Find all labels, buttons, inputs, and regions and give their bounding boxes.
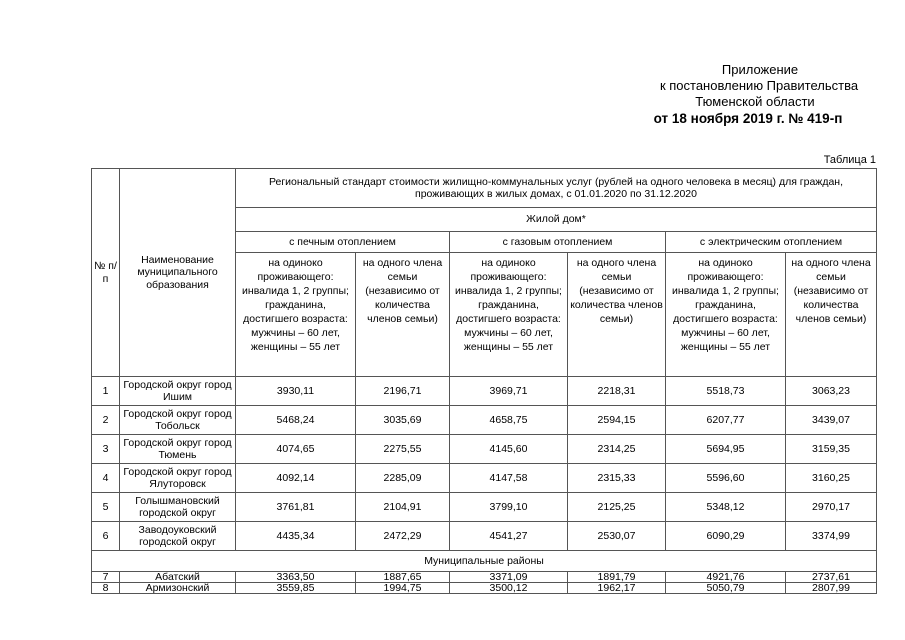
row-value: 2530,07 xyxy=(568,522,666,551)
row-value: 3371,09 xyxy=(450,572,568,583)
row-value: 4541,27 xyxy=(450,522,568,551)
row-value: 5596,60 xyxy=(666,464,786,493)
row-value: 4092,14 xyxy=(236,464,356,493)
table-row xyxy=(92,493,877,522)
table-row xyxy=(92,377,877,406)
row-value: 4074,65 xyxy=(236,435,356,464)
col-header-name: Наименование муниципального образования xyxy=(120,169,236,377)
col-header-member-gas: на одного члена семьи (независимо от количества членов семьи) xyxy=(568,253,666,377)
row-value: 2285,09 xyxy=(356,464,450,493)
row-value: 3374,99 xyxy=(786,522,877,551)
row-number: 8 xyxy=(92,583,120,594)
row-value: 4147,58 xyxy=(450,464,568,493)
col-header-member-stove: на одного члена семьи (независимо от количества членов семьи) xyxy=(356,253,450,377)
row-value: 3761,81 xyxy=(236,493,356,522)
col-header-stove-heating: с печным отоплением xyxy=(236,232,450,253)
row-value: 1887,65 xyxy=(356,572,450,583)
row-number: 1 xyxy=(92,377,120,406)
header-appendix: Приложение xyxy=(721,62,799,77)
row-municipality-name: Городской округ город Тюмень xyxy=(120,435,236,464)
row-number: 2 xyxy=(92,406,120,435)
row-municipality-name: Заводоуковский городской округ xyxy=(120,522,236,551)
row-value: 5050,79 xyxy=(666,583,786,594)
row-value: 4145,60 xyxy=(450,435,568,464)
row-value: 2104,91 xyxy=(356,493,450,522)
row-value: 1891,79 xyxy=(568,572,666,583)
row-value: 1994,75 xyxy=(356,583,450,594)
row-value: 6207,77 xyxy=(666,406,786,435)
row-value: 2737,61 xyxy=(786,572,877,583)
row-value: 3035,69 xyxy=(356,406,450,435)
row-number: 6 xyxy=(92,522,120,551)
row-number: 7 xyxy=(92,572,120,583)
row-municipality-name: Городской округ город Ялуторовск xyxy=(120,464,236,493)
col-header-gas-heating: с газовым отоплением xyxy=(450,232,666,253)
row-value: 3363,50 xyxy=(236,572,356,583)
standard-cost-table xyxy=(91,168,877,594)
header-date-number: от 18 ноября 2019 г. № 419-п xyxy=(653,111,843,126)
row-value: 2315,33 xyxy=(568,464,666,493)
row-number: 4 xyxy=(92,464,120,493)
row-value: 3559,85 xyxy=(236,583,356,594)
row-value: 6090,29 xyxy=(666,522,786,551)
table-row xyxy=(92,406,877,435)
col-header-member-electric: на одного члена семьи (независимо от количества членов семьи) xyxy=(786,253,877,377)
row-municipality-name: Голышмановский городской округ xyxy=(120,493,236,522)
row-value: 2594,15 xyxy=(568,406,666,435)
col-header-single-electric: на одиноко проживающего: инвалида 1, 2 группы; гражданина, достигшего возраста: мужчины – 60 лет, женщины – 55 лет xyxy=(666,253,786,377)
row-value: 2314,25 xyxy=(568,435,666,464)
row-municipality-name: Армизонский xyxy=(120,583,236,594)
col-header-electric-heating: с электрическим отоплением xyxy=(666,232,877,253)
row-value: 3159,35 xyxy=(786,435,877,464)
row-value: 1962,17 xyxy=(568,583,666,594)
table-row xyxy=(92,522,877,551)
row-value: 4921,76 xyxy=(666,572,786,583)
group-label: Муниципальные районы xyxy=(92,551,877,572)
document-header xyxy=(600,62,905,127)
row-value: 2196,71 xyxy=(356,377,450,406)
row-value: 5468,24 xyxy=(236,406,356,435)
table-label: Таблица 1 xyxy=(823,154,876,166)
header-region: Тюменской области xyxy=(695,94,815,109)
row-value: 3799,10 xyxy=(450,493,568,522)
row-value: 3969,71 xyxy=(450,377,568,406)
row-value: 3160,25 xyxy=(786,464,877,493)
row-number: 3 xyxy=(92,435,120,464)
row-value: 2472,29 xyxy=(356,522,450,551)
col-header-no: № п/п xyxy=(92,169,120,377)
row-municipality-name: Городской округ город Ишим xyxy=(120,377,236,406)
row-municipality-name: Городской округ город Тобольск xyxy=(120,406,236,435)
row-value: 2275,55 xyxy=(356,435,450,464)
row-value: 2970,17 xyxy=(786,493,877,522)
col-header-single-stove: на одиноко проживающего: инвалида 1, 2 группы; гражданина, достигшего возраста: мужчины – 60 лет, женщины – 55 лет xyxy=(236,253,356,377)
col-header-house: Жилой дом* xyxy=(236,208,877,232)
row-value: 2218,31 xyxy=(568,377,666,406)
row-value: 3500,12 xyxy=(450,583,568,594)
table-row xyxy=(92,435,877,464)
row-value: 2125,25 xyxy=(568,493,666,522)
table-row xyxy=(92,572,877,583)
row-value: 3063,23 xyxy=(786,377,877,406)
row-value: 2807,99 xyxy=(786,583,877,594)
row-value: 3439,07 xyxy=(786,406,877,435)
col-header-single-gas: на одиноко проживающего: инвалида 1, 2 группы; гражданина, достигшего возраста: мужчины – 60 лет, женщины – 55 лет xyxy=(450,253,568,377)
row-value: 5694,95 xyxy=(666,435,786,464)
group-row xyxy=(92,551,877,572)
table-row xyxy=(92,583,877,594)
row-value: 5518,73 xyxy=(666,377,786,406)
table-row xyxy=(92,464,877,493)
row-value: 3930,11 xyxy=(236,377,356,406)
row-value: 5348,12 xyxy=(666,493,786,522)
header-resolution: к постановлению Правительства xyxy=(659,78,859,93)
row-municipality-name: Абатский xyxy=(120,572,236,583)
row-value: 4435,34 xyxy=(236,522,356,551)
row-value: 4658,75 xyxy=(450,406,568,435)
row-number: 5 xyxy=(92,493,120,522)
table-title: Региональный стандарт стоимости жилищно-коммунальных услуг (рублей на одного человека в месяц) для граждан, проживающих в жилых домах, с 01.01.2020 по 31.12.2020 xyxy=(236,169,877,208)
